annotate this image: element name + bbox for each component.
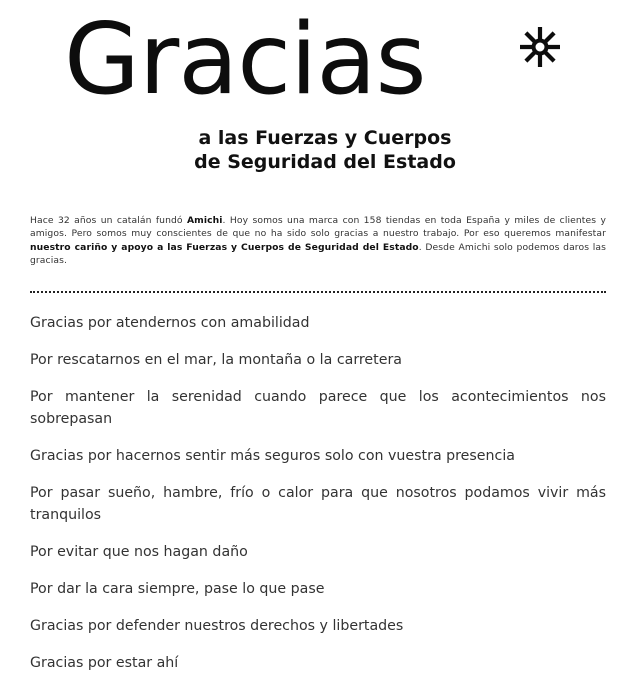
intro-brand: Amichi bbox=[186, 215, 223, 226]
thanks-list bbox=[30, 312, 606, 674]
subtitle-line-1: a las Fuerzas y Cuerpos bbox=[198, 127, 452, 149]
intro-highlight: nuestro cariño y apoyo a las Fuerzas y Cuerpos de Seguridad del Estado bbox=[30, 241, 419, 253]
thanks-item: Gracias por estar ahí bbox=[30, 655, 179, 671]
asterisk-icon bbox=[519, 26, 561, 68]
hero-header bbox=[0, 0, 624, 200]
thanks-item: Gracias por hacernos sentir más seguros solo con vuestra presencia bbox=[30, 448, 515, 464]
intro-text-3: . Desde Amichi solo podemos daros las gracias. bbox=[30, 241, 606, 267]
thanks-item: Por dar la cara siempre, pase lo que pase bbox=[30, 581, 325, 597]
intro-paragraph bbox=[30, 214, 606, 268]
thanks-item: Por mantener la serenidad cuando parece que los acontecimientos nos sobrepasan bbox=[30, 389, 606, 427]
page-title: Gracias bbox=[64, 3, 426, 117]
intro-text-2: . Hoy somos una marca con 158 tiendas en toda España y miles de clientes y amigos. Pero somos muy conscientes de que no ha sido solo gracias a nuestro trabajo. Por eso queremos manifestar bbox=[30, 215, 606, 240]
thanks-item: Por evitar que nos hagan daño bbox=[30, 544, 248, 560]
thanks-item: Gracias por atendernos con amabilidad bbox=[30, 315, 310, 331]
thanks-item: Por rescatarnos en el mar, la montaña o la carretera bbox=[30, 352, 402, 368]
subtitle-line-2: de Seguridad del Estado bbox=[194, 151, 456, 173]
thanks-item: Por pasar sueño, hambre, frío o calor para que nosotros podamos vivir más tranquilos bbox=[30, 485, 606, 523]
subtitle bbox=[150, 126, 500, 174]
intro-text-1: Hace 32 años un catalán fundó bbox=[30, 215, 187, 226]
thanks-item: Gracias por defender nuestros derechos y libertades bbox=[30, 618, 404, 634]
dotted-divider bbox=[30, 291, 606, 293]
